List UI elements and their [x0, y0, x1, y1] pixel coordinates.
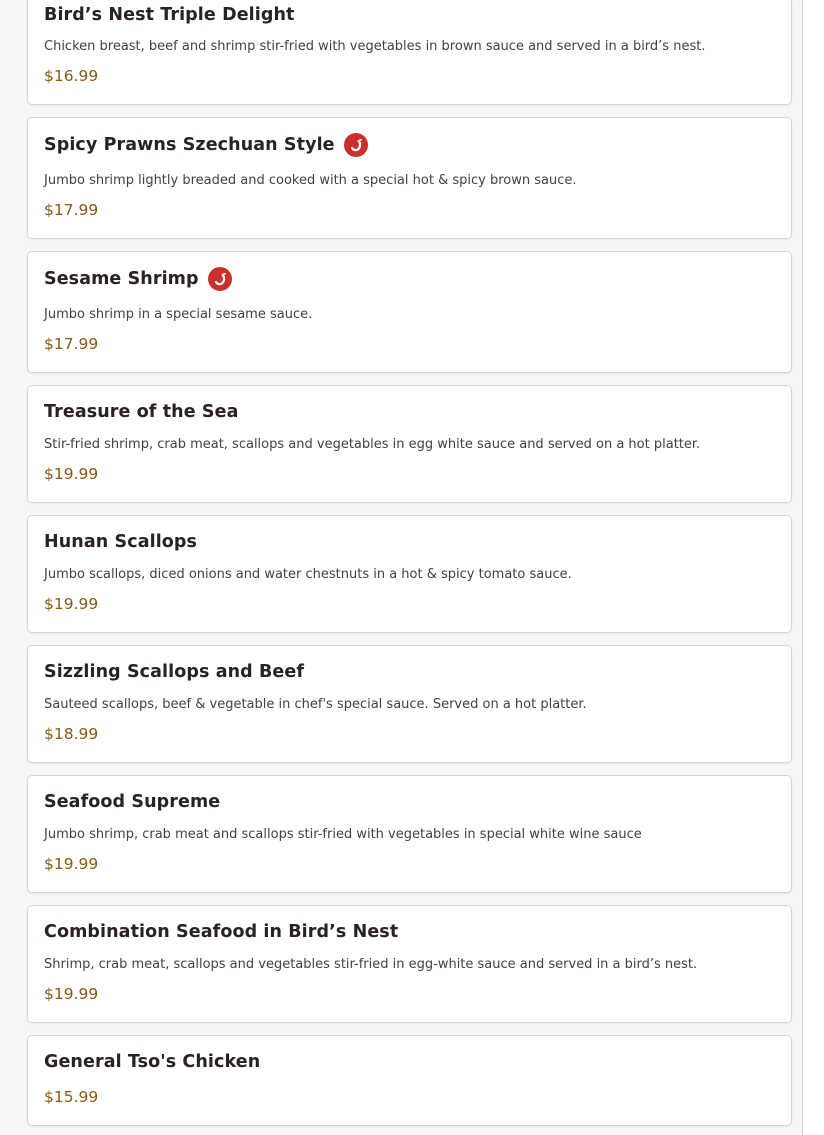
- menu-item-header: [44, 659, 304, 685]
- menu-item-card[interactable]: [27, 251, 792, 373]
- menu-item-card[interactable]: [27, 515, 792, 633]
- menu-item-name: Spicy Prawns Szechuan Style: [44, 135, 335, 155]
- menu-item-price: $19.99: [44, 465, 99, 483]
- menu-item-price: $18.99: [44, 725, 99, 743]
- menu-item-header: [44, 266, 232, 292]
- menu-item-name: Sizzling Scallops and Beef: [44, 662, 305, 682]
- menu-item-price: $19.99: [44, 855, 99, 873]
- menu-item-name: Bird’s Nest Triple Delight: [44, 5, 295, 25]
- menu-item-card[interactable]: [27, 645, 792, 763]
- menu-item-name: Treasure of the Sea: [44, 402, 239, 422]
- menu-item-name: Hunan Scallops: [44, 532, 198, 552]
- chili-pepper-icon: [208, 267, 232, 291]
- menu-item-card[interactable]: [27, 385, 792, 503]
- menu-item-description: Chicken breast, beef and shrimp stir-fried with vegetables in brown sauce and served in a bird’s nest.: [44, 39, 706, 54]
- menu-item-price: $15.99: [44, 1088, 99, 1106]
- menu-item-price: $19.99: [44, 595, 99, 613]
- menu-item-price: $19.99: [44, 985, 99, 1003]
- menu-item-card[interactable]: [27, 0, 792, 105]
- menu-item-price: $16.99: [44, 67, 99, 85]
- menu-item-header: [44, 789, 220, 815]
- menu-item-name: Sesame Shrimp: [44, 269, 199, 289]
- menu-item-card[interactable]: [27, 117, 792, 239]
- menu-item-description: Shrimp, crab meat, scallops and vegetables stir-fried in egg-white sauce and served in a bird’s nest.: [44, 957, 698, 972]
- menu-item-header: [44, 399, 239, 425]
- menu-item-header: [44, 2, 295, 28]
- menu-item-name: General Tso's Chicken: [44, 1052, 261, 1072]
- menu-item-price: $17.99: [44, 201, 99, 219]
- menu-item-header: [44, 132, 368, 158]
- menu-item-description: Stir-fried shrimp, crab meat, scallops and vegetables in egg white sauce and served on a hot platter.: [44, 437, 701, 452]
- menu-item-header: [44, 1049, 260, 1075]
- scroll-gutter: [803, 0, 824, 1135]
- menu-item-description: Jumbo shrimp, crab meat and scallops stir-fried with vegetables in special white wine sauce: [44, 827, 642, 842]
- menu-item-header: [44, 529, 197, 555]
- menu-item-price: $17.99: [44, 335, 99, 353]
- menu-item-description: Jumbo shrimp in a special sesame sauce.: [44, 307, 313, 322]
- menu-item-header: [44, 919, 398, 945]
- chili-pepper-icon: [344, 133, 368, 157]
- menu-item-card[interactable]: [27, 1035, 792, 1126]
- menu-item-card[interactable]: [27, 775, 792, 893]
- menu-item-description: Jumbo scallops, diced onions and water chestnuts in a hot & spicy tomato sauce.: [44, 567, 572, 582]
- menu-item-name: Seafood Supreme: [44, 792, 221, 812]
- menu-item-card[interactable]: [27, 905, 792, 1023]
- menu-item-description: Jumbo shrimp lightly breaded and cooked with a special hot & spicy brown sauce.: [44, 173, 577, 188]
- menu-item-name: Combination Seafood in Bird’s Nest: [44, 922, 399, 942]
- menu-item-description: Sauteed scallops, beef & vegetable in chef's special sauce. Served on a hot platter.: [44, 697, 587, 712]
